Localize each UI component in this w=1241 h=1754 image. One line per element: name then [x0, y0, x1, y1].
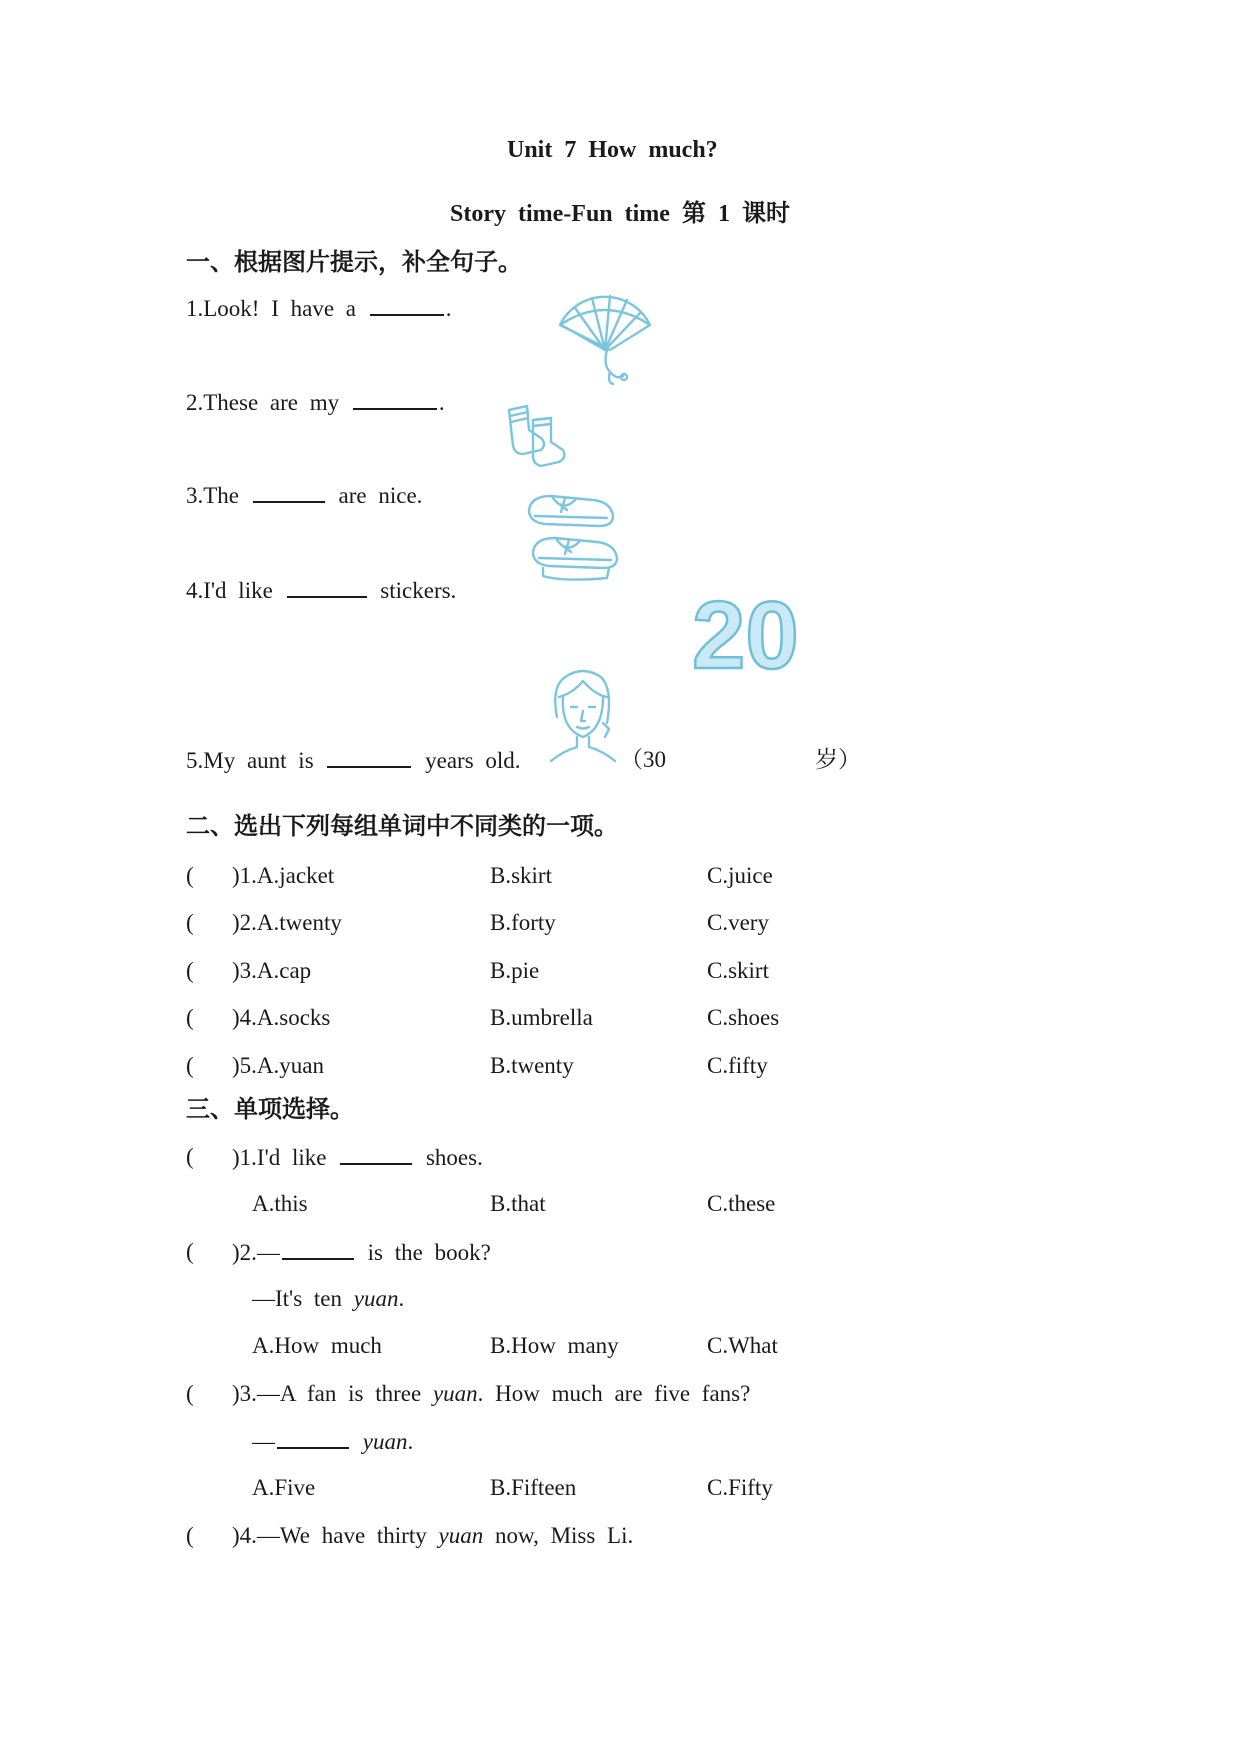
s2-row-3-a[interactable]: )3.A.cap	[232, 958, 312, 983]
s1-q4-text: 4.I'd like	[186, 578, 273, 603]
paren-open: (	[186, 958, 194, 983]
s1-q2	[186, 388, 445, 417]
answer-blank[interactable]	[287, 576, 367, 598]
s2-row-4-c[interactable]: C.shoes	[707, 1005, 780, 1030]
s3-q4	[232, 1522, 633, 1550]
s2-row-1-a[interactable]: )1.A.jacket	[232, 863, 335, 888]
s3-q2-option-a[interactable]: A.How much	[252, 1333, 382, 1358]
s3-q1-post: shoes.	[425, 1145, 483, 1170]
s1-q3-text: 3.The	[186, 483, 240, 508]
answer-blank[interactable]	[282, 1238, 354, 1260]
s1-q1-post: .	[445, 296, 452, 321]
s2-row-3-c[interactable]: C.skirt	[707, 958, 769, 983]
answer-blank[interactable]	[327, 746, 411, 768]
paren-open: (	[186, 1053, 194, 1078]
answer-blank[interactable]	[370, 294, 444, 316]
paren-open: (	[186, 910, 194, 935]
shoes-icon	[523, 490, 623, 586]
s2-row-1-b[interactable]: B.skirt	[490, 863, 552, 888]
s1-q5-post: years old.	[425, 748, 521, 773]
paren-open: (	[186, 1381, 194, 1406]
answer-blank[interactable]	[277, 1427, 349, 1449]
s3-q1-option-c[interactable]: C.these	[707, 1191, 776, 1216]
number-20-text: 20	[692, 582, 799, 689]
s3-q3-reply-end: .	[407, 1429, 414, 1454]
s3-q3-reply	[252, 1427, 413, 1456]
s3-q1-option-a[interactable]: A.this	[252, 1191, 308, 1216]
s3-q2	[232, 1238, 491, 1267]
s3-q2-option-b[interactable]: B.How many	[490, 1333, 619, 1358]
page-title: Unit 7 How much?	[507, 137, 718, 163]
section3-heading: 三、单项选择。	[186, 1097, 354, 1123]
s2-row-4-a[interactable]: )4.A.socks	[232, 1005, 331, 1030]
s2-row-2-a[interactable]: )2.A.twenty	[232, 910, 342, 935]
s1-q4-post: stickers.	[380, 578, 457, 603]
s3-q2-reply-end: .	[398, 1286, 405, 1311]
s2-row-5-a[interactable]: )5.A.yuan	[232, 1053, 324, 1078]
s2-row-3-b[interactable]: B.pie	[490, 958, 540, 983]
section2-heading: 二、选出下列每组单词中不同类的一项。	[186, 814, 618, 840]
number-20-image	[690, 580, 800, 689]
s1-q5-hint-close: 岁）	[815, 747, 861, 772]
s1-q3-post: are nice.	[338, 483, 423, 508]
s3-q3-yuan: yuan	[432, 1381, 478, 1406]
s3-q3-reply-dash: —	[252, 1429, 275, 1454]
s2-row-2-b[interactable]: B.forty	[490, 910, 556, 935]
s3-q1	[232, 1143, 483, 1172]
s3-q2-reply-text: —It's ten	[252, 1286, 342, 1311]
answer-blank[interactable]	[253, 481, 325, 503]
aunt-portrait-icon	[543, 667, 623, 767]
s3-q3-text: )3.—A fan is three	[232, 1381, 422, 1406]
s3-q3-reply-yuan: yuan	[362, 1429, 408, 1454]
paren-open: (	[186, 1239, 194, 1264]
s3-q2-text: )2.—	[232, 1240, 280, 1265]
page-subtitle: Story time-Fun time 第 1 课时	[450, 201, 790, 227]
s3-q2-option-c[interactable]: C.What	[707, 1333, 778, 1358]
s3-q3	[232, 1380, 750, 1408]
s3-q3-option-a[interactable]: A.Five	[252, 1475, 316, 1500]
s1-q5-hint-open: （30	[620, 747, 666, 772]
paren-open: (	[186, 1005, 194, 1030]
s3-q2-post: is the book?	[367, 1240, 491, 1265]
s3-q3-post: . How much are five fans?	[477, 1381, 751, 1406]
s1-q1	[186, 294, 452, 323]
fan-icon	[555, 290, 655, 390]
s1-q3	[186, 481, 422, 510]
s3-q3-option-b[interactable]: B.Fifteen	[490, 1475, 577, 1500]
s3-q2-reply-yuan: yuan	[353, 1286, 399, 1311]
s1-q2-text: 2.These are my	[186, 390, 340, 415]
answer-blank[interactable]	[353, 388, 437, 410]
s1-q2-post: .	[438, 390, 445, 415]
s2-row-1-c[interactable]: C.juice	[707, 863, 773, 888]
paren-open: (	[186, 863, 194, 888]
answer-blank[interactable]	[340, 1143, 412, 1165]
s1-q5-text: 5.My aunt is	[186, 748, 314, 773]
socks-icon	[497, 400, 567, 472]
s2-row-2-c[interactable]: C.very	[707, 910, 769, 935]
s3-q4-yuan: yuan	[438, 1523, 484, 1548]
s2-row-5-b[interactable]: B.twenty	[490, 1053, 574, 1078]
s3-q1-text: )1.I'd like	[232, 1145, 327, 1170]
paren-open: (	[186, 1144, 194, 1169]
s3-q4-post: now, Miss Li.	[483, 1523, 634, 1548]
s1-q1-text: 1.Look! I have a	[186, 296, 356, 321]
s1-q4	[186, 576, 456, 605]
s3-q2-reply	[252, 1285, 404, 1313]
paren-open: (	[186, 1523, 194, 1548]
s3-q3-option-c[interactable]: C.Fifty	[707, 1475, 773, 1500]
section1-heading: 一、根据图片提示，补全句子。	[186, 250, 522, 276]
s2-row-4-b[interactable]: B.umbrella	[490, 1005, 593, 1030]
s1-q5	[186, 746, 521, 775]
s2-row-5-c[interactable]: C.fifty	[707, 1053, 768, 1078]
s3-q4-text: )4.—We have thirty	[232, 1523, 427, 1548]
s3-q1-option-b[interactable]: B.that	[490, 1191, 546, 1216]
